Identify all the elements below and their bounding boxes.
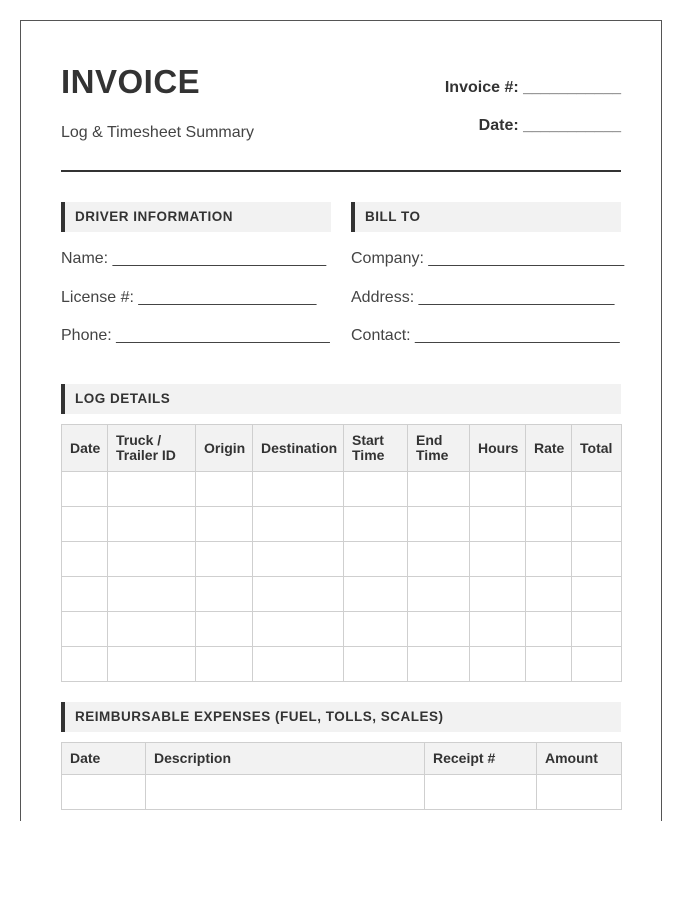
- table-cell[interactable]: [108, 507, 196, 542]
- table-cell[interactable]: [470, 507, 526, 542]
- table-cell[interactable]: [196, 507, 253, 542]
- table-cell[interactable]: [470, 577, 526, 612]
- table-cell[interactable]: [108, 647, 196, 682]
- invoice-page: [20, 20, 662, 821]
- table-cell[interactable]: [196, 577, 253, 612]
- table-cell[interactable]: [196, 472, 253, 507]
- driver-name-field[interactable]: Name: ________________________: [61, 250, 327, 267]
- table-cell[interactable]: [526, 612, 572, 647]
- table-cell[interactable]: [62, 647, 108, 682]
- table-cell[interactable]: [344, 612, 408, 647]
- table-cell[interactable]: [572, 647, 622, 682]
- invoice-title: INVOICE: [61, 63, 201, 100]
- table-cell[interactable]: [344, 507, 408, 542]
- table-row: [62, 647, 622, 682]
- table-cell[interactable]: [62, 775, 146, 810]
- table-cell[interactable]: [253, 507, 344, 542]
- table-cell[interactable]: [344, 472, 408, 507]
- table-cell[interactable]: [425, 775, 537, 810]
- table-cell[interactable]: [62, 507, 108, 542]
- table-cell[interactable]: [108, 542, 196, 577]
- table-cell[interactable]: [253, 542, 344, 577]
- table-cell[interactable]: [62, 472, 108, 507]
- log-col-header: Rate: [526, 425, 572, 472]
- invoice-subtitle: Log & Timesheet Summary: [61, 124, 254, 141]
- table-cell[interactable]: [537, 775, 622, 810]
- table-cell[interactable]: [470, 612, 526, 647]
- section-log-details: LOG DETAILS: [61, 384, 621, 414]
- log-col-header: Start Time: [344, 425, 408, 472]
- expenses-col-header: Date: [62, 743, 146, 775]
- table-cell[interactable]: [408, 542, 470, 577]
- log-col-header: Destination: [253, 425, 344, 472]
- invoice-date-field[interactable]: Date: ___________: [478, 117, 621, 134]
- table-row: [62, 612, 622, 647]
- header-divider: [61, 170, 621, 172]
- table-cell[interactable]: [408, 507, 470, 542]
- bill-address-field[interactable]: Address: ______________________: [351, 289, 615, 306]
- driver-license-field[interactable]: License #: ____________________: [61, 289, 317, 306]
- log-col-header: Truck / Trailer ID: [108, 425, 196, 472]
- table-cell[interactable]: [526, 577, 572, 612]
- table-cell[interactable]: [572, 472, 622, 507]
- table-cell[interactable]: [526, 647, 572, 682]
- table-row: [62, 472, 622, 507]
- expenses-col-header: Amount: [537, 743, 622, 775]
- table-cell[interactable]: [572, 507, 622, 542]
- table-cell[interactable]: [196, 647, 253, 682]
- table-cell[interactable]: [572, 577, 622, 612]
- log-header-row: [62, 425, 622, 472]
- table-cell[interactable]: [108, 612, 196, 647]
- table-cell[interactable]: [253, 472, 344, 507]
- table-cell[interactable]: [470, 542, 526, 577]
- section-bill-to: BILL TO: [351, 202, 621, 232]
- table-cell[interactable]: [470, 472, 526, 507]
- table-cell[interactable]: [196, 612, 253, 647]
- log-col-header: End Time: [408, 425, 470, 472]
- bill-company-field[interactable]: Company: ______________________: [351, 250, 625, 267]
- table-cell[interactable]: [344, 542, 408, 577]
- table-cell[interactable]: [253, 577, 344, 612]
- table-row: [62, 577, 622, 612]
- log-col-header: Hours: [470, 425, 526, 472]
- bill-contact-field[interactable]: Contact: _______________________: [351, 327, 620, 344]
- table-row: [62, 542, 622, 577]
- table-row: [62, 507, 622, 542]
- log-col-header: Origin: [196, 425, 253, 472]
- table-cell[interactable]: [526, 472, 572, 507]
- table-cell[interactable]: [408, 472, 470, 507]
- table-cell[interactable]: [108, 472, 196, 507]
- table-cell[interactable]: [408, 647, 470, 682]
- table-cell[interactable]: [408, 612, 470, 647]
- table-cell[interactable]: [470, 647, 526, 682]
- table-cell[interactable]: [62, 612, 108, 647]
- table-cell[interactable]: [146, 775, 425, 810]
- table-cell[interactable]: [108, 577, 196, 612]
- table-cell[interactable]: [408, 577, 470, 612]
- invoice-number-field[interactable]: Invoice #: ___________: [444, 79, 621, 96]
- log-col-header: Total: [572, 425, 622, 472]
- expenses-header-row: [62, 743, 622, 775]
- table-cell[interactable]: [196, 542, 253, 577]
- table-cell[interactable]: [572, 612, 622, 647]
- driver-phone-field[interactable]: Phone: ________________________: [61, 327, 330, 344]
- table-cell[interactable]: [62, 542, 108, 577]
- table-cell[interactable]: [62, 577, 108, 612]
- table-cell[interactable]: [526, 542, 572, 577]
- log-col-header: Date: [62, 425, 108, 472]
- table-cell[interactable]: [344, 577, 408, 612]
- table-cell[interactable]: [253, 647, 344, 682]
- expenses-col-header: Description: [146, 743, 425, 775]
- table-cell[interactable]: [344, 647, 408, 682]
- table-cell[interactable]: [253, 612, 344, 647]
- expenses-table: [61, 742, 622, 810]
- section-driver-information: DRIVER INFORMATION: [61, 202, 331, 232]
- log-details-table: [61, 424, 622, 682]
- expenses-col-header: Receipt #: [425, 743, 537, 775]
- table-cell[interactable]: [526, 507, 572, 542]
- table-row: [62, 775, 622, 810]
- section-reimbursable-expenses: REIMBURSABLE EXPENSES (FUEL, TOLLS, SCALES): [61, 702, 621, 732]
- table-cell[interactable]: [572, 542, 622, 577]
